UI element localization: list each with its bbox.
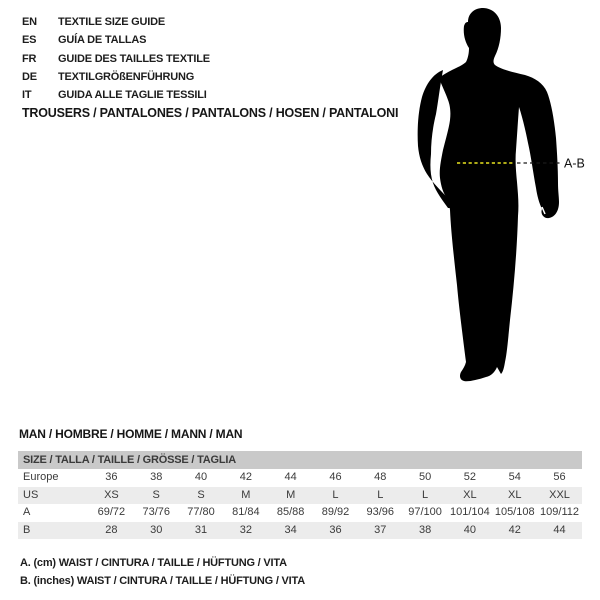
table-cell: 44	[553, 523, 566, 536]
man-silhouette-figure	[405, 0, 600, 400]
table-row-a-cm	[18, 504, 582, 522]
table-cell: 38	[150, 471, 163, 483]
language-code: DE	[22, 71, 37, 84]
table-row-b-inches	[18, 522, 582, 540]
measure-footnotes	[20, 555, 305, 590]
language-legend	[22, 13, 210, 104]
table-cell: 105/108	[494, 506, 535, 518]
table-cell: 52	[463, 471, 477, 483]
footnote-a-cm: A. (cm) WAIST / CINTURA / TAILLE / HÜFTUNG / VITA	[20, 557, 287, 569]
table-cell: S	[152, 488, 160, 501]
table-cell: XXL	[549, 488, 570, 501]
table-cell: 93/96	[366, 506, 395, 518]
table-cell: L	[377, 488, 384, 501]
table-cell: L	[332, 488, 339, 501]
table-cell: 32	[239, 523, 252, 536]
table-cell: 38	[418, 523, 432, 536]
language-row-en	[22, 13, 210, 31]
table-cell: 40	[463, 523, 477, 536]
language-title: GUIDE DES TAILLES TEXTILE	[58, 52, 210, 65]
size-table	[18, 451, 582, 539]
table-cell: 46	[329, 471, 342, 483]
table-cell: 40	[194, 471, 208, 483]
table-cell: 31	[194, 523, 208, 536]
language-code: IT	[22, 89, 32, 102]
table-row-us	[18, 487, 582, 505]
table-cell: L	[422, 488, 429, 501]
table-cell: 30	[150, 523, 163, 536]
table-cell: S	[197, 488, 205, 501]
man-silhouette-body	[439, 8, 559, 381]
language-row-de	[22, 68, 210, 86]
table-cell: 48	[374, 471, 387, 483]
table-cell: 69/72	[97, 506, 126, 518]
language-code: ES	[22, 34, 37, 47]
table-cell: 97/100	[408, 506, 442, 518]
table-cell: XL	[463, 488, 477, 501]
table-cell: 42	[508, 523, 521, 536]
row-label: US	[23, 488, 39, 501]
language-title: GUIDA ALLE TAGLIE TESSILI	[58, 89, 207, 102]
language-title: TEXTILGRÖßENFÜHRUNG	[58, 71, 195, 84]
table-cell: 77/80	[187, 506, 215, 518]
table-cell: 73/76	[142, 506, 170, 518]
table-cell: XL	[507, 488, 522, 501]
table-cell: 89/92	[321, 506, 350, 518]
table-cell: 42	[239, 471, 252, 483]
category-title: TROUSERS / PANTALONES / PANTALONS / HOSEN / PANTALONI	[22, 106, 399, 120]
measure-label: A-B	[564, 156, 585, 171]
table-cell: 37	[374, 523, 387, 536]
row-label: B	[23, 523, 31, 536]
language-code: EN	[22, 16, 37, 29]
table-row-europe	[18, 469, 582, 487]
language-title: GUÍA DE TALLAS	[58, 34, 147, 47]
table-cell: 36	[105, 471, 118, 483]
table-cell: M	[286, 488, 296, 501]
table-cell: 34	[284, 523, 297, 536]
row-label: Europe	[23, 471, 59, 483]
table-cell: 54	[508, 471, 521, 483]
table-cell: 44	[284, 471, 297, 483]
language-row-es	[22, 31, 210, 49]
gender-heading: MAN / HOMBRE / HOMME / MANN / MAN	[19, 427, 243, 441]
language-code: FR	[22, 52, 37, 65]
table-cell: 36	[329, 523, 342, 536]
table-cell: 85/88	[276, 506, 305, 518]
table-cell: XS	[104, 488, 119, 501]
language-title: TEXTILE SIZE GUIDE	[58, 16, 166, 29]
size-table-header: SIZE / TALLA / TAILLE / GRÖSSE / TAGLIA	[18, 451, 582, 469]
table-cell: M	[241, 488, 251, 501]
table-cell: 101/104	[450, 506, 490, 518]
footnote-b-inches: B. (inches) WAIST / CINTURA / TAILLE / HÜFTUNG / VITA	[20, 574, 305, 587]
table-cell: 28	[105, 523, 118, 536]
language-row-fr	[22, 50, 210, 68]
table-cell: 50	[418, 471, 432, 483]
row-label: A	[23, 506, 31, 518]
table-cell: 109/112	[540, 506, 579, 518]
table-cell: 81/84	[232, 506, 260, 518]
language-row-it	[22, 86, 210, 104]
table-cell: 56	[553, 471, 566, 483]
